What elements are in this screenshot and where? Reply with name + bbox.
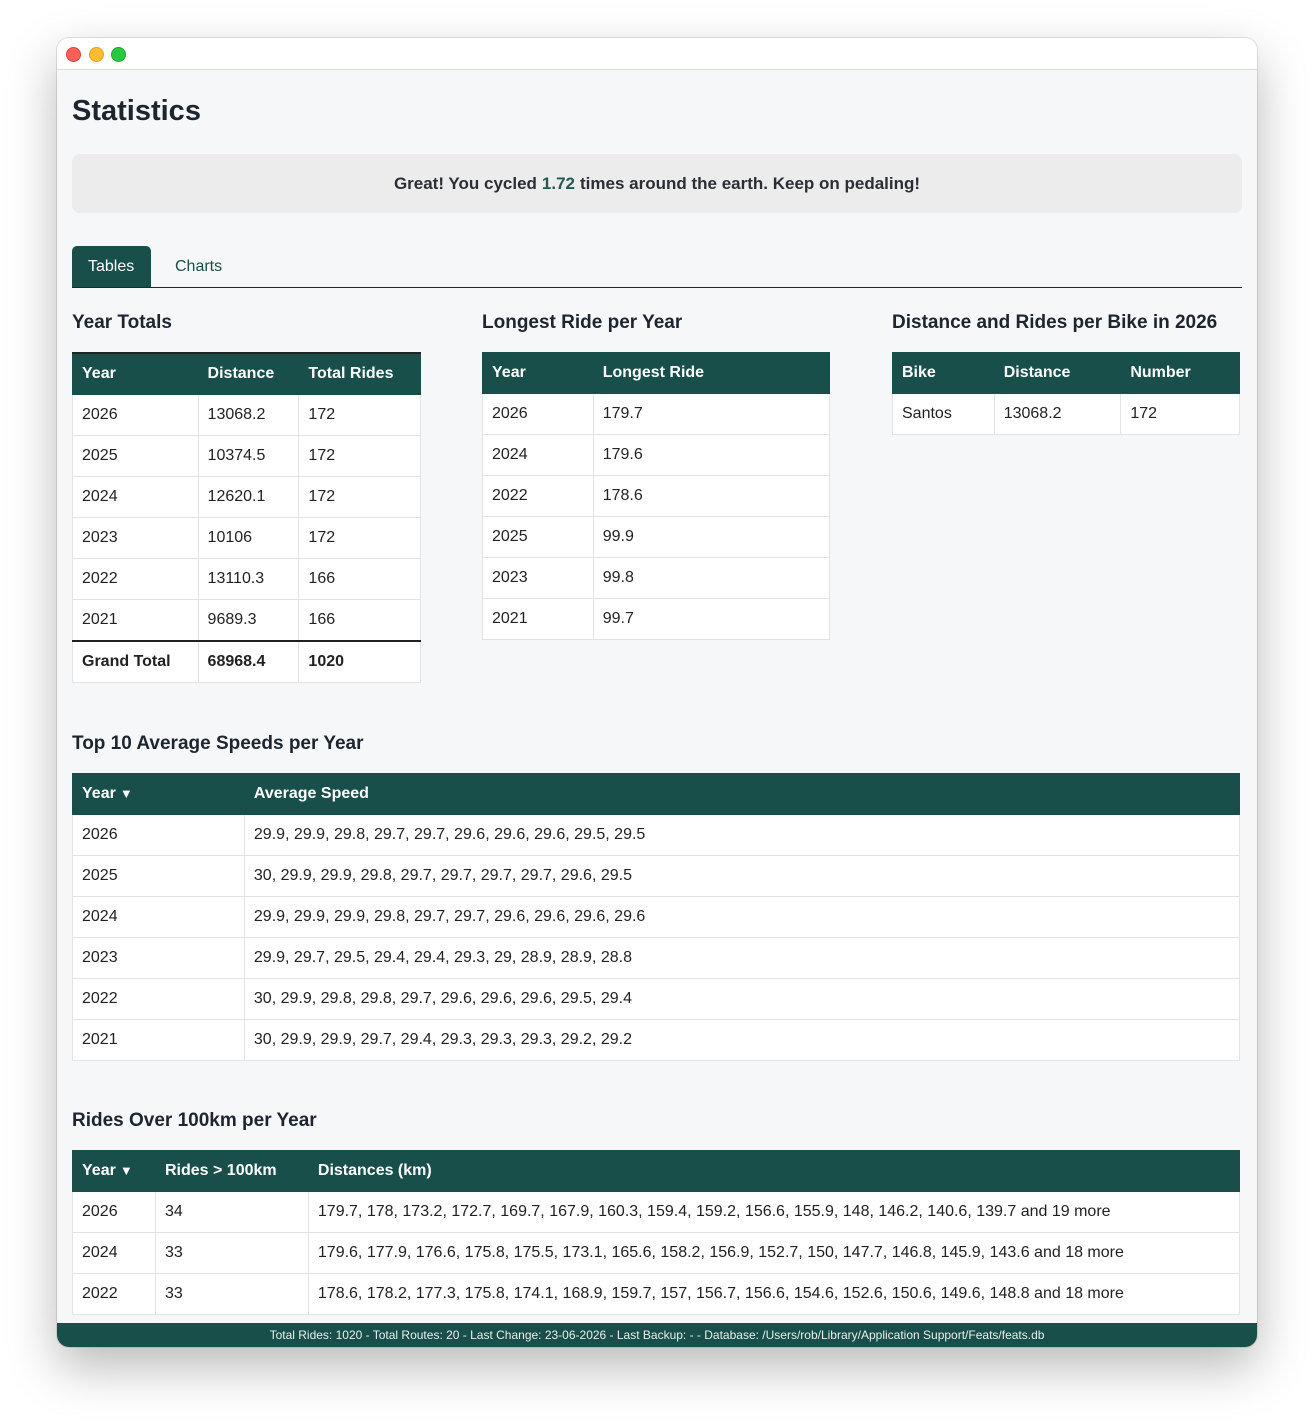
banner-suffix: times around the earth. Keep on pedaling!	[580, 173, 921, 193]
avg-speeds-title: Top 10 Average Speeds per Year	[72, 733, 364, 754]
year-cell: 2022	[73, 1274, 156, 1315]
table-row	[73, 938, 1240, 979]
year-cell: 2021	[73, 600, 199, 642]
banner-value: 1.72	[541, 173, 576, 193]
year-cell: 2022	[483, 476, 594, 517]
year-cell: 2023	[73, 938, 245, 979]
table-row	[73, 600, 421, 642]
distance-cell: 10106	[198, 518, 299, 559]
average-speed-cell: 30, 29.9, 29.9, 29.7, 29.4, 29.3, 29.3, 29.3, 29.2, 29.2	[244, 1020, 1239, 1061]
page-title: Statistics	[72, 95, 201, 127]
average-speed-cell: 29.9, 29.7, 29.5, 29.4, 29.4, 29.3, 29, 28.9, 28.9, 28.8	[244, 938, 1239, 979]
table-row	[73, 979, 1240, 1020]
table-row	[73, 395, 421, 436]
table-row	[73, 1192, 1240, 1233]
longest-ride-header-row	[483, 353, 830, 394]
title-bar	[57, 38, 1257, 70]
longest-ride-cell: 99.9	[593, 517, 829, 558]
sort-desc-icon: ▼	[119, 786, 133, 801]
rides-count-cell: 33	[155, 1274, 308, 1315]
rides-cell: 172	[299, 395, 421, 436]
year-cell: 2025	[483, 517, 594, 558]
year-cell: 2026	[73, 1192, 156, 1233]
distance-cell: 13068.2	[198, 395, 299, 436]
banner-prefix: Great! You cycled	[393, 173, 537, 193]
sort-desc-icon: ▼	[119, 1163, 133, 1178]
per-bike-title: Distance and Rides per Bike in 2026	[892, 312, 1218, 333]
over-100-header-year[interactable]	[73, 1151, 156, 1192]
table-row	[73, 815, 1240, 856]
rides-count-cell: 33	[155, 1233, 308, 1274]
avg-speeds-table	[72, 773, 1240, 1061]
average-speed-cell: 29.9, 29.9, 29.9, 29.8, 29.7, 29.7, 29.6, 29.6, 29.6, 29.6	[244, 897, 1239, 938]
year-totals-header-distance[interactable]: Distance	[198, 353, 299, 395]
table-row	[483, 394, 830, 435]
longest-ride-header-distance[interactable]: Longest Ride	[593, 353, 829, 394]
distance-cell: 12620.1	[198, 477, 299, 518]
average-speed-cell: 30, 29.9, 29.8, 29.8, 29.7, 29.6, 29.6, 29.6, 29.5, 29.4	[244, 979, 1239, 1020]
year-cell: 2024	[483, 435, 594, 476]
table-row	[483, 517, 830, 558]
longest-ride-cell: 178.6	[593, 476, 829, 517]
year-cell: 2026	[483, 394, 594, 435]
rides-cell: 166	[299, 559, 421, 600]
table-row	[73, 856, 1240, 897]
longest-ride-title: Longest Ride per Year	[482, 312, 683, 333]
grand-total-row	[73, 641, 421, 683]
over-100-table	[72, 1150, 1240, 1315]
app-window	[57, 38, 1257, 1347]
per-bike-header-distance[interactable]: Distance	[994, 353, 1121, 394]
earth-banner	[72, 154, 1242, 213]
longest-ride-cell: 179.6	[593, 435, 829, 476]
year-cell: 2023	[483, 558, 594, 599]
longest-ride-header-year[interactable]: Year	[483, 353, 594, 394]
rides-cell: 166	[299, 600, 421, 642]
distances-cell: 178.6, 178.2, 177.3, 175.8, 174.1, 168.9, 159.7, 157, 156.7, 156.6, 154.6, 152.6, 150.6, 149.6, 148.8 and 18 more	[308, 1274, 1239, 1315]
close-button[interactable]	[66, 47, 81, 62]
rides-cell: 172	[299, 518, 421, 559]
table-row	[483, 599, 830, 640]
rides-cell: 172	[299, 436, 421, 477]
rides-cell: 172	[299, 477, 421, 518]
over-100-header-row	[73, 1151, 1240, 1192]
longest-ride-cell: 99.8	[593, 558, 829, 599]
year-totals-header-year[interactable]: Year	[73, 353, 199, 395]
table-row	[73, 477, 421, 518]
distance-cell: 9689.3	[198, 600, 299, 642]
year-totals-header-row	[73, 353, 421, 395]
number-cell: 172	[1121, 394, 1240, 435]
average-speed-cell: 30, 29.9, 29.9, 29.8, 29.7, 29.7, 29.7, 29.7, 29.6, 29.5	[244, 856, 1239, 897]
grand-total-rides: 1020	[299, 641, 421, 683]
status-bar	[57, 1323, 1257, 1347]
year-cell: 2024	[73, 477, 199, 518]
per-bike-table	[892, 352, 1240, 435]
distances-cell: 179.7, 178, 173.2, 172.7, 169.7, 167.9, 160.3, 159.4, 159.2, 156.6, 155.9, 148, 146.2, 140.6, 139.7 and 19 more	[308, 1192, 1239, 1233]
avg-speeds-header-year-label: Year	[82, 785, 116, 802]
distance-cell: 13110.3	[198, 559, 299, 600]
table-row	[483, 558, 830, 599]
year-totals-header-rides[interactable]: Total Rides	[299, 353, 421, 395]
avg-speeds-header-row	[73, 774, 1240, 815]
per-bike-header-number[interactable]: Number	[1121, 353, 1240, 394]
year-cell: 2022	[73, 559, 199, 600]
per-bike-header-bike[interactable]: Bike	[893, 353, 995, 394]
year-cell: 2024	[73, 1233, 156, 1274]
bike-cell: Santos	[893, 394, 995, 435]
year-cell: 2024	[73, 897, 245, 938]
table-row	[73, 436, 421, 477]
over-100-header-count[interactable]: Rides > 100km	[155, 1151, 308, 1192]
table-row	[483, 435, 830, 476]
year-cell: 2021	[483, 599, 594, 640]
avg-speeds-header-speed[interactable]: Average Speed	[244, 774, 1239, 815]
year-totals-table	[72, 352, 421, 683]
distance-cell: 13068.2	[994, 394, 1121, 435]
year-cell: 2025	[73, 856, 245, 897]
year-cell: 2025	[73, 436, 199, 477]
table-row	[73, 1233, 1240, 1274]
zoom-button[interactable]	[111, 47, 126, 62]
rides-count-cell: 34	[155, 1192, 308, 1233]
status-bar-text: Total Rides: 1020 - Total Routes: 20 - Last Change: 23-06-2026 - Last Backup: - - Database: /Users/rob/Library/Application Support/Feats/feats.db	[269, 1328, 1045, 1342]
year-cell: 2023	[73, 518, 199, 559]
year-cell: 2022	[73, 979, 245, 1020]
table-row	[73, 518, 421, 559]
average-speed-cell: 29.9, 29.9, 29.8, 29.7, 29.7, 29.6, 29.6, 29.6, 29.5, 29.5	[244, 815, 1239, 856]
per-bike-header-row	[893, 353, 1240, 394]
grand-total-label: Grand Total	[73, 641, 199, 683]
over-100-header-year-label: Year	[82, 1162, 116, 1179]
over-100-header-distances[interactable]: Distances (km)	[308, 1151, 1239, 1192]
table-row	[893, 394, 1240, 435]
longest-ride-cell: 179.7	[593, 394, 829, 435]
longest-ride-table	[482, 352, 830, 640]
table-row	[483, 476, 830, 517]
table-row	[73, 1020, 1240, 1061]
year-cell: 2026	[73, 815, 245, 856]
year-totals-title: Year Totals	[72, 312, 172, 333]
table-row	[73, 1274, 1240, 1315]
distances-cell: 179.6, 177.9, 176.6, 175.8, 175.5, 173.1, 165.6, 158.2, 156.9, 152.7, 150, 147.7, 146.8, 145.9, 143.6 and 18 more	[308, 1233, 1239, 1274]
over-100-title: Rides Over 100km per Year	[72, 1110, 317, 1131]
year-cell: 2021	[73, 1020, 245, 1061]
longest-ride-cell: 99.7	[593, 599, 829, 640]
tab-bar	[72, 246, 1242, 288]
year-cell: 2026	[73, 395, 199, 436]
avg-speeds-header-year[interactable]	[73, 774, 245, 815]
tab-tables[interactable]: Tables	[72, 246, 151, 287]
table-row	[73, 559, 421, 600]
minimize-button[interactable]	[89, 47, 104, 62]
tab-charts[interactable]: Charts	[175, 258, 223, 275]
grand-total-distance: 68968.4	[198, 641, 299, 683]
table-row	[73, 897, 1240, 938]
distance-cell: 10374.5	[198, 436, 299, 477]
